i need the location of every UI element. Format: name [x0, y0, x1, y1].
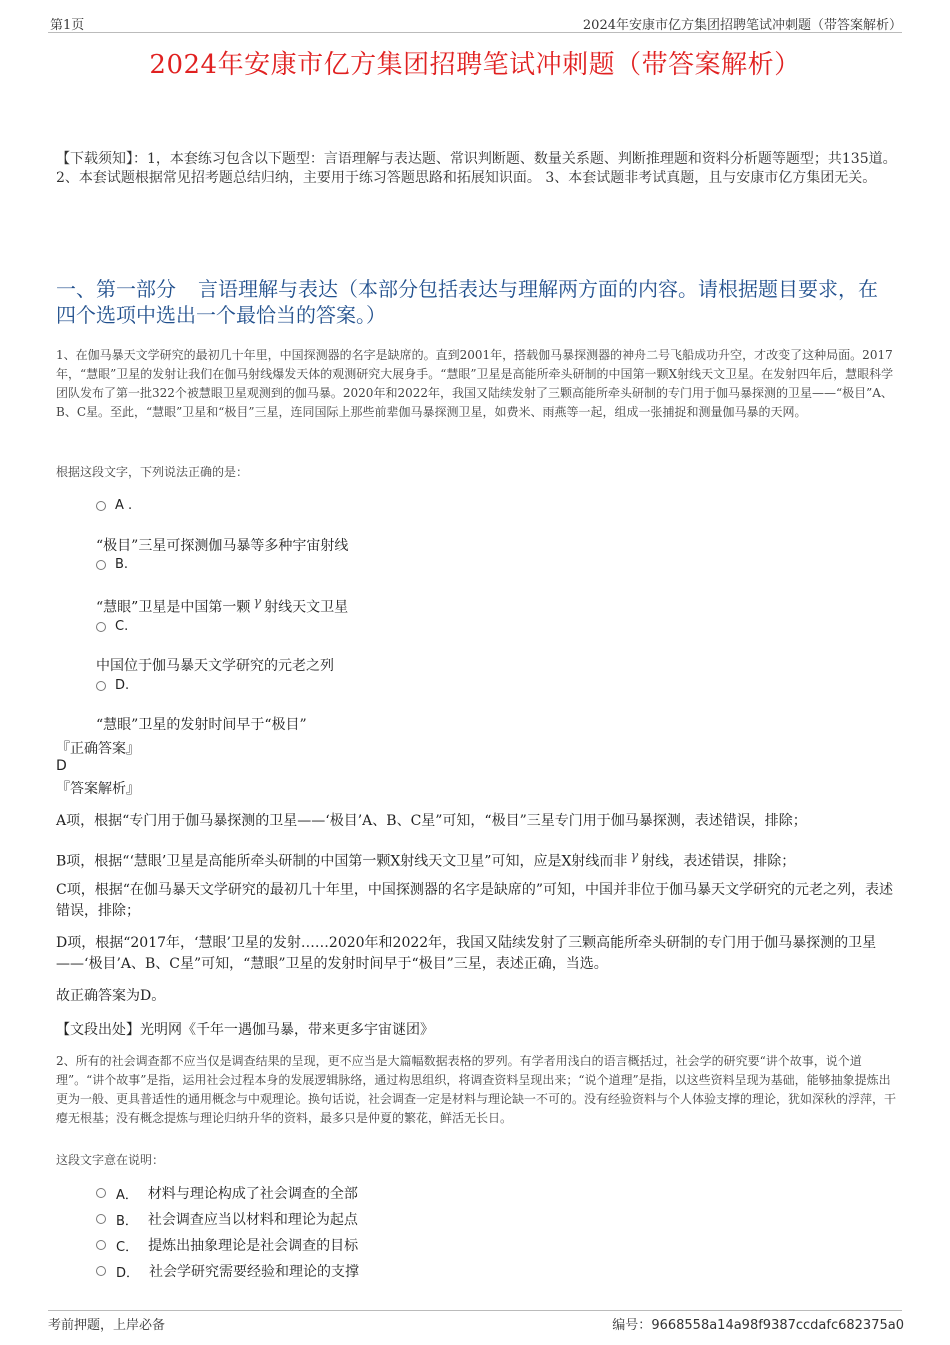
question-2-text: 2、所有的社会调查都不应当仅是调查结果的呈现，更不应当是大篇幅数据表格的罗列。有学者用浅白的语言概括过，社会学的研究要“讲个故事，说个道理”。“讲个故事”是指，运用社会过程本身的发展逻辑脉络，通过构思组织，将调查资料呈现出来；“说个道理”是指，以这些资料呈现为基础，能够抽象提炼出更为一般、更具普适性的通用概念与中观理论。换句话说，社会调查一定是材料与理论缺一不可的。没有经验资料与个人体验支撑的理论，犹如深秋的浮萍，干瘪无根基；没有概念提炼与理论归纳升华的资料，最多只是仲夏的繁花，鲜活无长日。 [56, 1054, 897, 1125]
analysis-c: C项，根据“在伽马暴天文学研究的最初几十年里，中国探测器的名字是缺席的”可知，中国并非位于伽马暴天文学研究的元老之列，表述错误，排除； [56, 882, 894, 919]
q1-option-a[interactable] [96, 498, 132, 513]
gamma-symbol: γ [253, 595, 262, 610]
question-1-text: 1、在伽马暴天文学研究的最初几十年里，中国探测器的名字是缺席的。直到2001年，搭载伽马暴探测器的神舟二号飞船成功升空，才改变了这种局面。2017年，“慧眼”卫星的发射让我们在伽马射线爆发天体的观测研究大展身手。“慧眼”卫星是高能所牵头研制的中国第一颗X射线天文卫星。在发射四年后，慧眼科学团队发布了第一批322个被慧眼卫星观测到的伽马暴。2020年和2022年，我国又陆续发射了三颗高能所牵头研制的专门用于伽马暴探测的卫星——“极目”A、B、C星。至此，“慧眼”卫星和“极目”三星，连同国际上那些前辈伽马暴探测卫星，如费米、雨燕等一起，组成一张捕捉和测量伽马暴的天网。 [56, 348, 894, 419]
source-citation: 【文段出处】光明网《千年一遇伽马暴，带来更多宇宙谜团》 [56, 1022, 434, 1038]
q2-option-a[interactable] [96, 1183, 358, 1203]
option-text: 提炼出抽象理论是社会调查的目标 [148, 1238, 359, 1254]
radio-button[interactable] [96, 681, 106, 691]
section-title-desc: 言语理解与表达（本部分包括表达与理解两方面的内容。请根据题目要求，在四个选项中选出一个最恰当的答案。） [56, 277, 878, 327]
q1-option-c[interactable] [96, 619, 128, 634]
option-label: D. [115, 678, 130, 693]
header-divider [48, 32, 902, 33]
option-label: A． [116, 1187, 138, 1203]
option-text: 材料与理论构成了社会调查的全部 [147, 1186, 358, 1202]
page-number: 第1页 [50, 18, 85, 33]
correct-answer-label: 『正确答案』 [56, 741, 140, 757]
q1-option-b[interactable] [96, 557, 128, 572]
footer-divider [48, 1310, 902, 1311]
option-label: A . [115, 498, 133, 513]
q2-option-b[interactable] [96, 1209, 358, 1229]
footer-code [612, 1314, 904, 1333]
analysis-a: A项，根据“专门用于伽马暴探测的卫星——‘极目’A、B、C星”可知，“极目”三星专门用于伽马暴探测，表述错误，排除； [56, 813, 807, 829]
radio-button[interactable] [96, 1214, 106, 1224]
option-label: C. [115, 619, 129, 634]
radio-button[interactable] [96, 1240, 106, 1250]
q1-option-d[interactable] [96, 678, 129, 693]
option-text-part: “慧眼”卫星是中国第一颗 [96, 599, 251, 616]
page-title: 2024年安康市亿方集团招聘笔试冲刺题（带答案解析） [149, 50, 801, 80]
section-title [56, 276, 890, 328]
radio-button[interactable] [96, 622, 106, 632]
analysis-b-text: 射线，表述错误，排除； [641, 853, 796, 870]
footer-slogan: 考前押题，上岸必备 [48, 1318, 166, 1333]
option-label: C． [116, 1239, 139, 1255]
option-text-part: 射线天文卫星 [264, 599, 349, 616]
analysis-label: 『答案解析』 [56, 781, 140, 797]
analysis-b [56, 846, 895, 873]
radio-button[interactable] [96, 1266, 106, 1276]
q1-option-b-text [96, 595, 348, 617]
footer-code-label: 编号： [612, 1318, 652, 1333]
analysis-conclusion: 故正确答案为D。 [56, 988, 166, 1004]
analysis-b-text: B项，根据“‘慧眼’卫星是高能所牵头研制的中国第一颗X射线天文卫星”可知，应是X射线而非 [56, 853, 628, 870]
question-2-prompt: 这段文字意在说明： [56, 1153, 165, 1167]
question-1-prompt: 根据这段文字，下列说法正确的是： [56, 465, 249, 479]
option-label: D． [116, 1265, 140, 1281]
option-text: 社会学研究需要经验和理论的支撑 [149, 1264, 360, 1280]
q1-option-a-text: “极目”三星可探测伽马暴等多种宇宙射线 [96, 538, 349, 554]
option-label: B． [116, 1213, 138, 1229]
radio-button[interactable] [96, 501, 106, 511]
correct-answer-value: D [56, 758, 67, 774]
download-notice: 【下载须知】：1，本套练习包含以下题型：言语理解与表达题、常识判断题、数量关系题、判断推理题和资料分析题等题型；共135道。 2、本套试题根据常见招考题总结归纳，主要用于练习答题思路和拓展知识面。 3、本套试题非考试真题，且与安康市亿方集团无关。 [56, 151, 897, 186]
q2-option-c[interactable] [96, 1235, 358, 1255]
section-title-part: 一、第一部分 [56, 277, 176, 301]
radio-button[interactable] [96, 560, 106, 570]
q2-option-d[interactable] [96, 1261, 359, 1281]
q1-option-d-text: “慧眼”卫星的发射时间早于“极目” [96, 717, 307, 733]
analysis-d: D项，根据“2017年，‘慧眼’卫星的发射……2020年和2022年，我国又陆续发射了三颗高能所牵头研制的专门用于伽马暴探测的卫星——‘极目’A、B、C星”可知，“慧眼”卫星的发射时间早于“极目”三星，表述正确，当选。 [56, 935, 877, 972]
q1-option-c-text: 中国位于伽马暴天文学研究的元老之列 [96, 658, 334, 674]
gamma-symbol: γ [630, 849, 639, 864]
option-text: 社会调查应当以材料和理论为起点 [147, 1212, 358, 1228]
footer-code-value: 9668558a14a98f9387ccdafc682375a0 [651, 1318, 904, 1333]
header-doc-title: 2024年安康市亿方集团招聘笔试冲刺题（带答案解析） [582, 18, 902, 33]
option-label: B. [115, 557, 129, 572]
radio-button[interactable] [96, 1188, 106, 1198]
